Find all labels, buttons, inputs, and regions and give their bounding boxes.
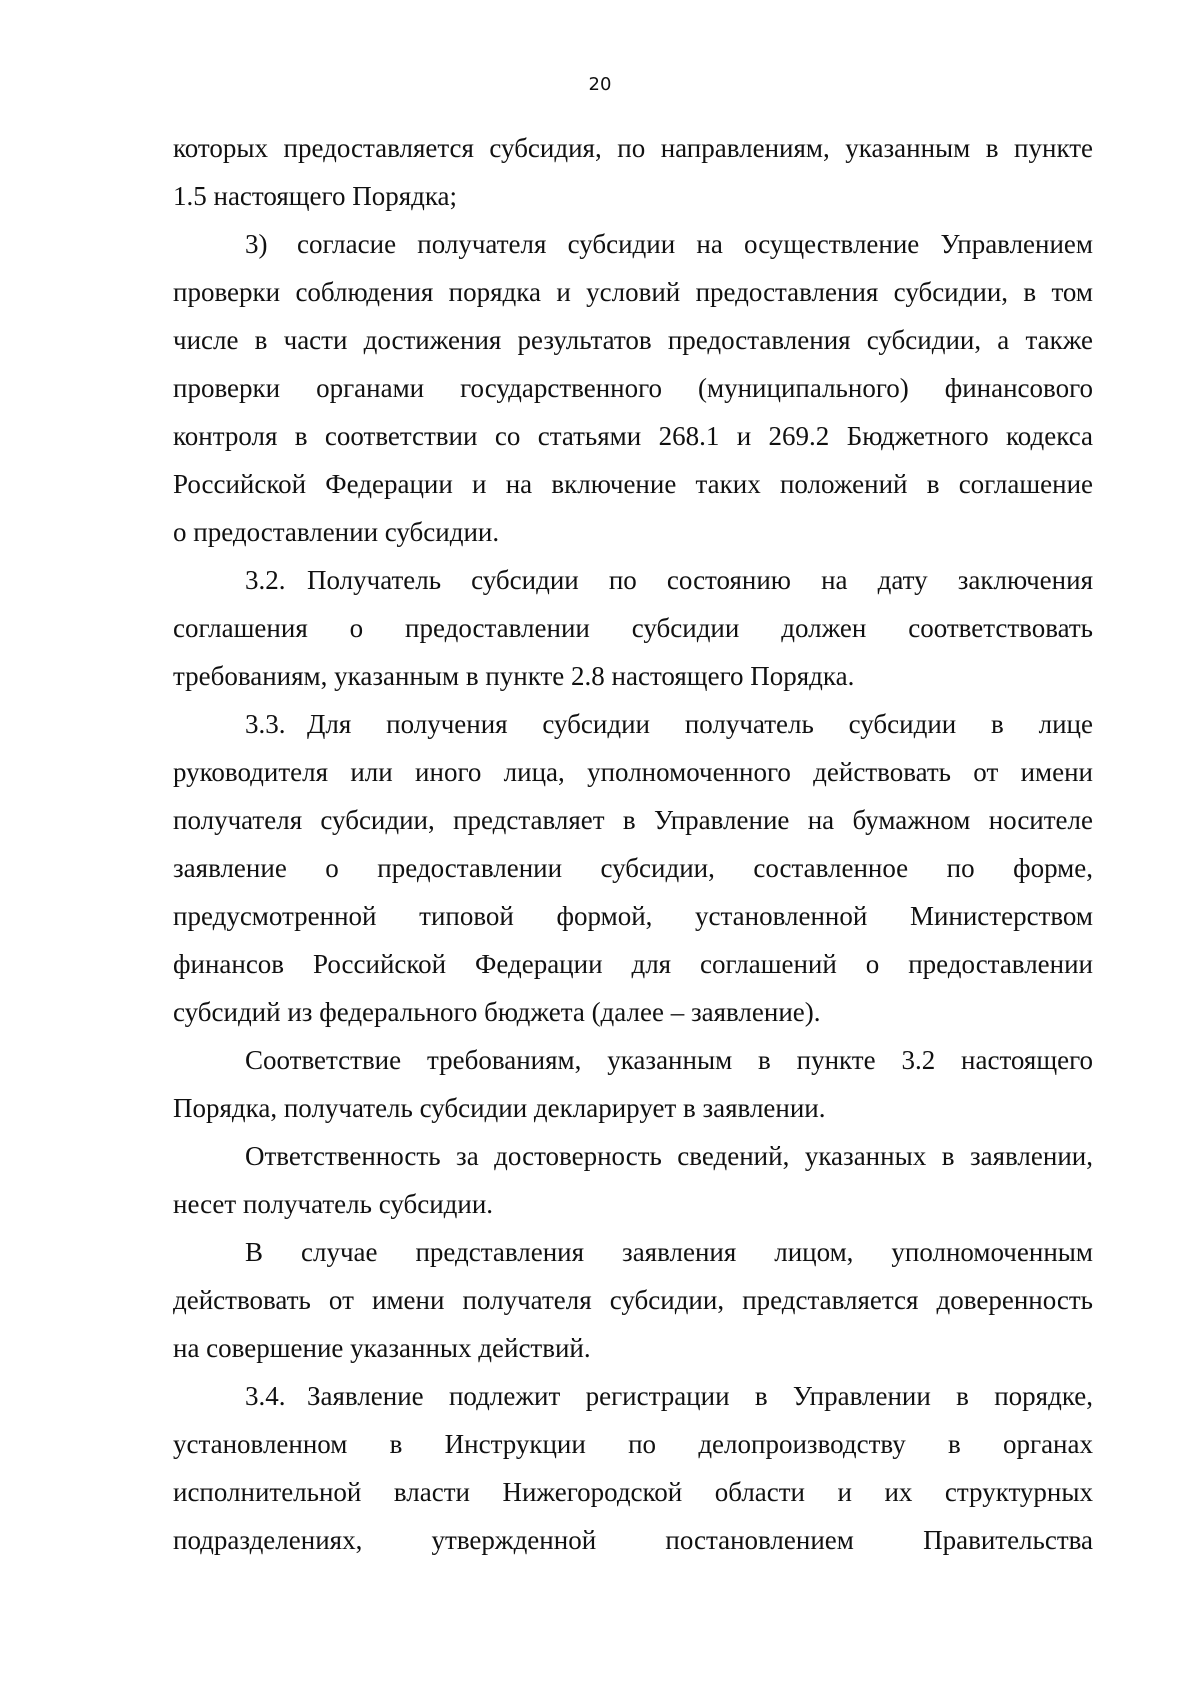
text-line: Ответственность за достоверность сведений, указанных в заявлении, [245,1141,1093,1171]
paragraph-power-of-attorney [173,1228,1093,1372]
paragraph-compliance [173,1036,1093,1132]
text-line: 1.5 настоящего Порядка; [173,181,458,211]
text-line: которых предоставляется субсидия, по направлениям, указанным в пункте [173,133,1093,163]
text-line: проверки органами государственного (муниципального) финансового [173,373,1093,403]
text-line: соглашения о предоставлении субсидии должен соответствовать [173,613,1093,643]
text-line: подразделениях, утвержденной постановлением Правительства [173,1525,1093,1555]
text-line-first [173,1372,1093,1420]
text-line: руководителя или иного лица, уполномоченного действовать от имени [173,757,1093,787]
text-line: В случае представления заявления лицом, уполномоченным [245,1237,1093,1267]
text-line: контроля в соответствии со статьями 268.1 и 269.2 Бюджетного кодекса [173,421,1093,451]
page-number: 20 [588,74,612,95]
paragraph-section-3-2 [173,556,1093,700]
text-line: числе в части достижения результатов предоставления субсидии, а также [173,325,1093,355]
text-line: получателя субсидии, представляет в Управление на бумажном носителе [173,805,1093,835]
text-line: Для получения субсидии получатель субсидии в лице [307,709,1093,739]
text-line: заявление о предоставлении субсидии, составленное по форме, [173,853,1093,883]
section-number: 3.4. [245,1381,286,1411]
paragraph-responsibility [173,1132,1093,1228]
text-line-first [173,700,1093,748]
text-line: согласие получателя субсидии на осуществление Управлением [297,229,1093,259]
text-line: Соответствие требованиям, указанным в пункте 3.2 настоящего [245,1045,1093,1075]
paragraph-item-3 [173,220,1093,556]
text-line: Получатель субсидии по состоянию на дату заключения [307,565,1093,595]
document-body [173,124,1093,1564]
paragraph-section-3-3 [173,700,1093,1036]
text-line: предусмотренной типовой формой, установленной Министерством [173,901,1093,931]
text-line: Российской Федерации и на включение таких положений в соглашение [173,469,1093,499]
text-line-first [173,220,1093,268]
text-line: Заявление подлежит регистрации в Управлении в порядке, [307,1381,1093,1411]
text-line-first [173,556,1093,604]
section-number: 3.3. [245,709,286,739]
text-line: финансов Российской Федерации для соглашений о предоставлении [173,949,1093,979]
text-line: требованиям, указанным в пункте 2.8 настоящего Порядка. [173,661,855,691]
text-line: субсидий из федерального бюджета (далее – заявление). [173,997,821,1027]
text-line: установленном в Инструкции по делопроизводству в органах [173,1429,1093,1459]
text-line: о предоставлении субсидии. [173,517,500,547]
text-line: действовать от имени получателя субсидии, представляется доверенность [173,1285,1093,1315]
text-line: на совершение указанных действий. [173,1333,591,1363]
section-number: 3.2. [245,565,286,595]
text-line: проверки соблюдения порядка и условий предоставления субсидии, в том [173,277,1093,307]
text-line: исполнительной власти Нижегородской области и их структурных [173,1477,1093,1507]
text-line: несет получатель субсидии. [173,1189,494,1219]
text-line: Порядка, получатель субсидии декларирует в заявлении. [173,1093,826,1123]
paragraph-section-3-4 [173,1372,1093,1564]
list-marker: 3) [245,229,268,259]
paragraph-continuation [173,124,1093,220]
